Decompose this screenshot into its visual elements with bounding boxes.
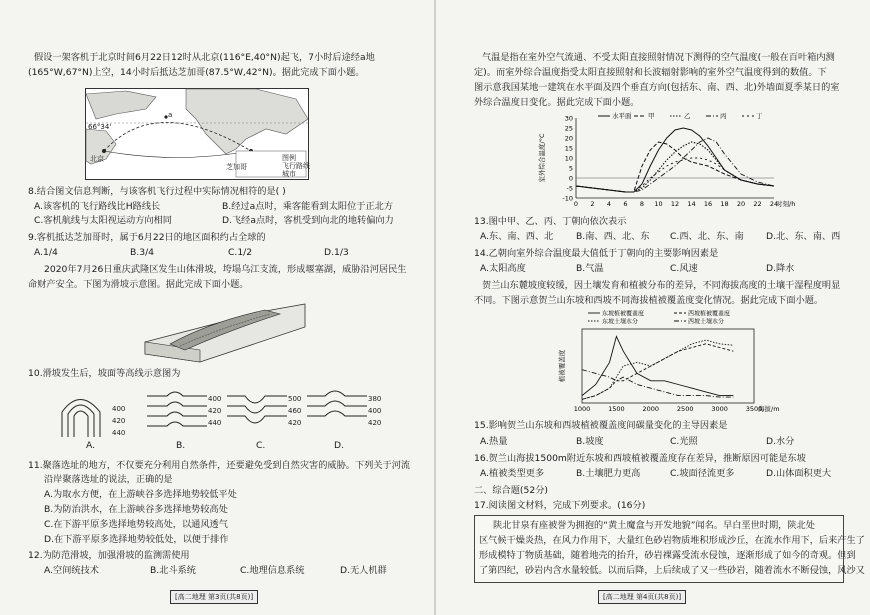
series-line-5 [576, 158, 774, 192]
intro2-line: 不同。下图示意贺兰山东坡和西坡不同海拔植被覆盖度变化情况。据此完成下面小题。 [474, 295, 824, 306]
legend-label: 乙 [684, 112, 691, 120]
intro-line: 外综合温度日变化。据此完成下面小题。 [474, 97, 640, 108]
q11-stem-2: 沿岸聚落选址的说法，正确的是 [44, 474, 173, 485]
left-footer: [高二地理 第3页(共8页)] [170, 590, 258, 604]
q13-option-c: C.西、北、东、南 [670, 231, 744, 242]
q16-option-b: B.土壤肥力更高 [576, 468, 641, 479]
intro-line: 假设一架客机于北京时间6月22日12时从北京(116°E,40°N)起飞，7小时后途经a地 [34, 52, 375, 63]
x-tick-label: 2500 [676, 405, 694, 413]
intro-line: 定)。而室外综合温度指受太阳直接照射和长波辐射影响的室外空气温度得到的数值。下 [474, 67, 827, 78]
series-line-2 [576, 142, 774, 192]
q10-c-label-2: 460 [288, 407, 302, 415]
x-tick-label: 6 [623, 200, 628, 208]
y-tick-label: -10 [562, 194, 573, 203]
y-tick-label: -5 [566, 184, 573, 193]
q10-stem: 10.滑坡发生后，坡面等高线示意图为 [28, 368, 181, 379]
q13-option-d: D.北、东、南、西 [766, 231, 841, 242]
intro-line: 图示意我国某地一建筑在水平面及四个垂直方向(包括东、南、西、北)外墙面夏季某日的室 [474, 82, 840, 93]
q10-b-label-1: 400 [208, 395, 222, 403]
legend-label: 东坡土壤水分 [602, 318, 639, 326]
x-tick-label: 8 [639, 200, 645, 208]
q9-option-b: B.3/4 [130, 247, 155, 258]
q17-paragraph: 区气候干燥炎热，在风力作用下，大量红色砂岩物质堆积形成沙丘，在流水作用下，后来产生了 [479, 535, 865, 546]
q13-option-a: A.东、南、西、北 [480, 231, 554, 242]
q11-option-c: C.在下游平原多选择地势较高处，以通风透气 [44, 519, 228, 530]
y-tick-label: 15 [564, 144, 573, 153]
q15-option-b: B.坡度 [576, 436, 604, 447]
legend-label: 丁 [756, 112, 763, 120]
legend-label: 西坡土壤水分 [688, 318, 725, 326]
y-tick-label: 5 [568, 164, 573, 173]
q10-contour-c [225, 386, 289, 438]
intro2-line: 2020年7月26日重庆武隆区发生山体滑坡，垮塌乌江支流，形成堰塞湖，威胁沿河居民生 [44, 264, 407, 275]
q10-d-label-1: 380 [368, 395, 382, 403]
q16-stem: 16.贺兰山海拔1500m附近东坡和西坡植被覆盖度存在差异，推断原因可能是东坡 [474, 453, 806, 464]
legend-label: 甲 [648, 112, 655, 120]
q10-option-d: D. [334, 440, 344, 451]
y-tick-label: 0 [568, 174, 573, 183]
right-page [436, 0, 870, 615]
x-tick-label: 14 [687, 200, 696, 208]
q8-option-a: A.该客机的飞行路线比H路线长 [34, 201, 161, 212]
q9-option-d: D.1/3 [324, 247, 349, 258]
x-tick-label: 12 [670, 200, 680, 208]
legend-label: 东坡植被覆盖度 [602, 310, 645, 318]
q8-option-d: D.飞经a点时，客机受到向北的地转偏向力 [222, 215, 394, 226]
q10-d-label-3: 420 [368, 419, 382, 427]
q16-option-c: C.坡面径流更多 [670, 468, 735, 479]
intro-line: (165°W,67°N)上空，14小时后抵达芝加哥(87.5°W,42°N)。据此完成下面小题。 [28, 67, 365, 78]
beijing-label: 北京 [90, 155, 104, 163]
x-tick-label: 24 [769, 200, 779, 208]
q12-option-c: C.地理信息系统 [240, 565, 305, 576]
q8-option-b: B.经过a点时，乘客能看到太阳位于正北方 [222, 201, 394, 212]
q10-d-label-2: 400 [368, 407, 382, 415]
chicago-label: 芝加哥 [226, 163, 247, 171]
landslide-diagram [140, 292, 310, 364]
x-axis-label: 时刻/h [776, 200, 796, 208]
q15-stem: 15.影响贺兰山东坡和西坡植被覆盖度间碳量变化的主导因素是 [474, 420, 728, 431]
y-tick-label: 10 [564, 154, 573, 163]
q10-b-label-2: 420 [208, 407, 222, 415]
q12-option-b: B.北斗系统 [150, 565, 196, 576]
q13-stem: 13.图中甲、乙、丙、丁朝向依次表示 [474, 216, 627, 227]
flight-map-graphic [86, 89, 308, 179]
x-tick-label: 22 [753, 200, 762, 208]
q14-stem: 14.乙朝向室外综合温度最大值低于丁朝向的主要影响因素是 [474, 248, 719, 259]
q13-option-b: B.南、西、北、东 [576, 231, 650, 242]
q16-option-d: D.山体面积更大 [766, 468, 832, 479]
q10-c-label-3: 420 [288, 419, 302, 427]
left-page [0, 0, 434, 615]
flight-map [85, 88, 309, 180]
q15-option-c: C.光照 [670, 436, 698, 447]
series-line-1 [576, 128, 774, 192]
legend-label: 水平面 [612, 112, 632, 120]
x-tick-label: 16 [703, 200, 713, 208]
x-tick-label: 1000 [573, 405, 591, 413]
legend-title: 图例 [282, 154, 296, 162]
intro2-line: 贺兰山东麓坡度较缓，因土壤发育和植被分布的差异，不同海拔高度的土壤干湿程度明显 [482, 280, 841, 291]
q10-a-label-2: 420 [112, 417, 126, 425]
q8-stem: 8.结合图文信息判断，与该客机飞行过程中实际情况相符的是( ) [28, 186, 286, 197]
y-tick-label: 30 [564, 114, 573, 123]
q14-option-c: C.风速 [670, 263, 698, 274]
section-title: 二、综合题(52分) [474, 485, 548, 496]
q10-option-b: B. [176, 440, 186, 451]
x-tick-label: 20 [736, 200, 746, 208]
intro-line: 气温是指在室外空气流通、不受太阳直接照射情况下测得的空气温度(一般在百叶箱内测 [482, 52, 835, 63]
x-tick-label: 3000 [711, 405, 728, 413]
q14-option-b: B.气温 [576, 263, 604, 274]
q15-option-a: A.热量 [480, 436, 508, 447]
q11-option-a: A.为取水方便，在上游峡谷多选择地势较低平处 [44, 489, 237, 500]
q11-option-b: B.为防治洪水，在上游峡谷多选择地势较高处 [44, 504, 228, 515]
q9-option-a: A.1/4 [34, 247, 58, 258]
legend-label: 丙 [720, 112, 727, 120]
q12-option-d: D.无人机群 [340, 565, 387, 576]
q15-option-d: D.水分 [766, 436, 795, 447]
q12-option-a: A.空间统技术 [44, 565, 99, 576]
point-a-label: a [168, 111, 173, 119]
q10-a-label-1: 400 [112, 405, 126, 413]
q10-option-c: C. [256, 440, 266, 451]
q8-option-c: C.客机航线与太阳视运动方向相同 [34, 215, 172, 226]
q10-c-label-1: 500 [288, 395, 302, 403]
q10-option-a: A. [86, 440, 96, 451]
q10-contour-d [305, 386, 369, 438]
latitude-label: 66°34' [88, 123, 112, 131]
q17-paragraph: 形成模特丁物质基础，随着地壳的抬升，砂岩裸露受流水侵蚀，逐渐形成了如今的奇观。但到 [479, 550, 856, 561]
x-tick-label: 3500 [745, 405, 763, 413]
x-tick-label: 4 [606, 200, 612, 208]
x-tick-label: 2000 [642, 405, 660, 413]
q10-a-label-3: 440 [112, 429, 126, 437]
plot-frame [582, 329, 754, 403]
x-tick-label: 0 [573, 200, 579, 208]
legend-city: 城市 [282, 170, 296, 178]
legend-route: 飞行路线 [282, 162, 310, 170]
x-tick-label: 18 [720, 200, 729, 208]
q9-stem: 9.客机抵达芝加哥时，属于6月22日的地区面积约占全球的 [28, 232, 266, 243]
y-tick-label: 25 [564, 124, 573, 133]
y-axis-label: 植被覆盖度 [558, 349, 566, 383]
q11-option-d: D.在下游平原多选择地势较低处，以便于排作 [44, 534, 229, 545]
q10-contour-b [145, 386, 209, 438]
intro2-line: 命财产安全。下图为滑坡示意图。据此完成下面小题。 [28, 279, 249, 290]
y-axis-label: 室外综合温度/°C [538, 133, 546, 183]
q17-stem: 17.阅读图文材料，完成下列要求。(16分) [474, 500, 646, 511]
vegetation-chart [554, 307, 780, 415]
q12-stem: 12.为防范滑坡，加强滑坡的监测需使用 [28, 550, 190, 561]
q16-option-a: A.植被类型更多 [480, 468, 545, 479]
q9-option-c: C.1/2 [228, 247, 253, 258]
x-tick-label: 2 [590, 200, 595, 208]
series-line-4 [576, 138, 774, 192]
q10-b-label-3: 440 [208, 419, 222, 427]
y-tick-label: 20 [564, 134, 573, 143]
x-tick-label: 1500 [608, 405, 625, 413]
q17-paragraph: 陕北甘泉有座被誉为拥抱的“黄土魔盒与开发地貌”闻名。早白垩世时期，陕北处 [493, 520, 815, 531]
q11-stem: 11.聚落选址的地方，不仅要充分利用自然条件，还要避免受到自然灾害的威胁。下列关于河流 [28, 460, 411, 471]
q17-paragraph: 了第四纪，砂岩内含水量较低。以而后降，上后续成了又一些砂岩，随着流水不断侵蚀，风沙又 [479, 565, 865, 576]
q14-option-a: A.太阳高度 [480, 263, 526, 274]
temperature-chart [534, 110, 794, 215]
x-axis-label: 海拔/m [758, 405, 780, 413]
q14-option-d: D.降水 [766, 263, 795, 274]
q17-material-box [474, 515, 865, 583]
legend-label: 西坡植被覆盖度 [688, 310, 731, 318]
right-footer: [高二地理 第4页(共8页)] [598, 590, 686, 604]
x-tick-label: 10 [654, 200, 663, 208]
